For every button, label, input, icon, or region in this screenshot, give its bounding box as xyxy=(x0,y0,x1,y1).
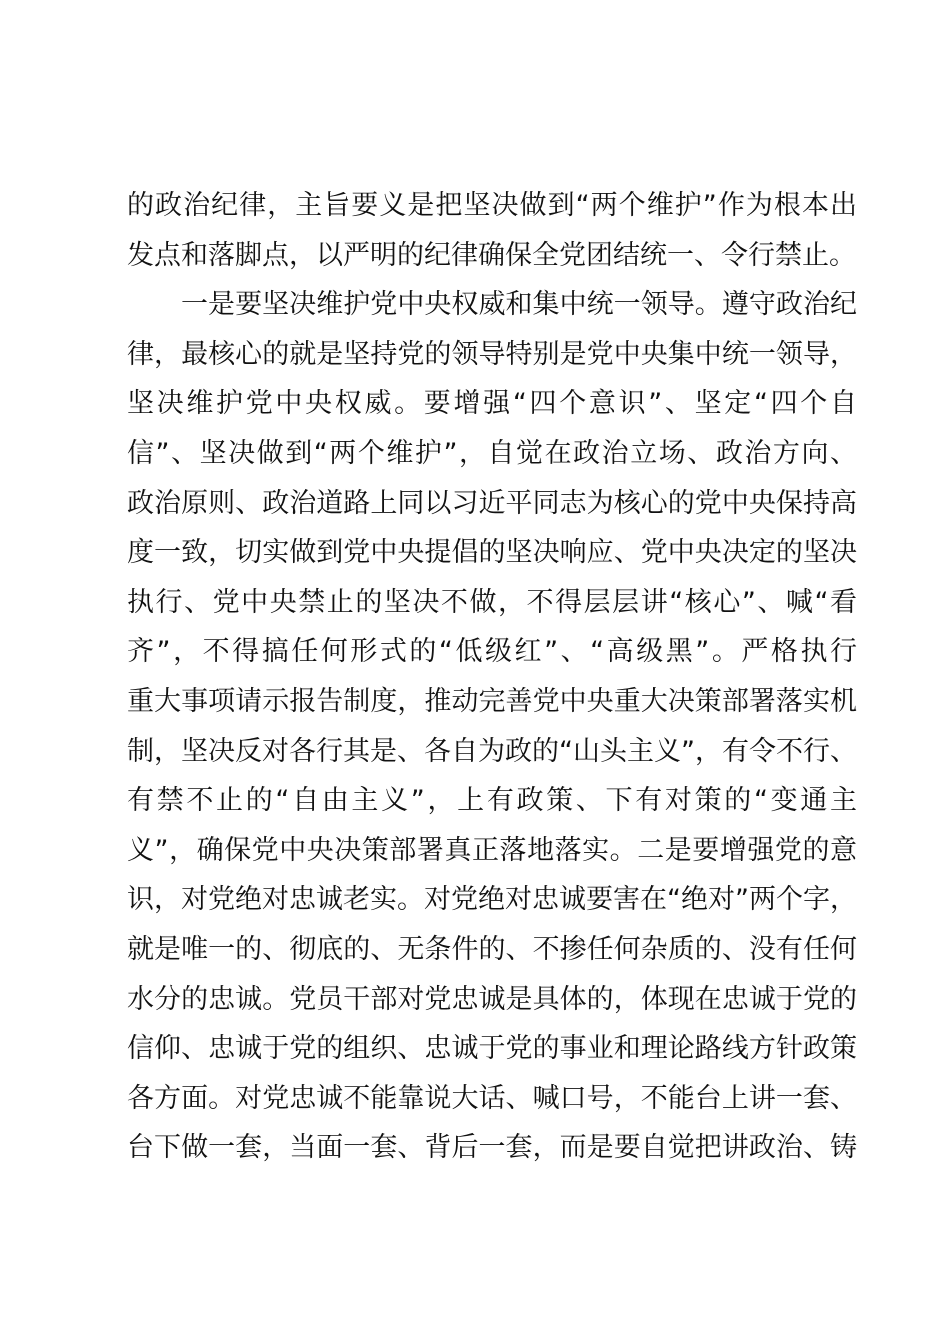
text-line: 发点和落脚点，以严明的纪律确保全党团结统一、令行禁止。 xyxy=(127,239,856,271)
text-line: 律，最核心的就是坚持党的领导特别是党中央集中统一领导， xyxy=(127,338,857,370)
text-line: 义”，确保党中央决策部署真正落地落实。二是要增强党的意 xyxy=(127,834,857,866)
text-line: 信仰、忠诚于党的组织、忠诚于党的事业和理论路线方针政策 xyxy=(127,1033,857,1065)
text-line: 执行、党中央禁止的坚决不做，不得层层讲“核心”、喊“看 xyxy=(127,586,857,618)
text-line: 各方面。对党忠诚不能靠说大话、喊口号，不能台上讲一套、 xyxy=(127,1082,857,1114)
text-line: 台下做一套，当面一套、背后一套，而是要自觉把讲政治、铸 xyxy=(127,1132,857,1164)
text-line: 度一致，切实做到党中央提倡的坚决响应、党中央决定的坚决 xyxy=(127,537,857,569)
text-line: 的政治纪律，主旨要义是把坚决做到“两个维护”作为根本出 xyxy=(127,190,857,221)
text-line: 就是唯一的、彻底的、无条件的、不掺任何杂质的、没有任何 xyxy=(127,933,857,965)
text-line: 齐”，不得搞任何形式的“低级红”、“高级黑”。严格执行 xyxy=(127,636,857,668)
body-text xyxy=(127,181,857,1173)
text-line: 政治原则、政治道路上同以习近平同志为核心的党中央保持高 xyxy=(127,487,857,519)
text-line: 有禁不止的“自由主义”，上有政策、下有对策的“变通主 xyxy=(127,785,857,817)
text-line: 重大事项请示报告制度，推动完善党中央重大决策部署落实机 xyxy=(127,685,857,717)
text-line: 制，坚决反对各行其是、各自为政的“山头主义”，有令不行、 xyxy=(127,735,857,767)
text-line: 水分的忠诚。党员干部对党忠诚是具体的，体现在忠诚于党的 xyxy=(127,983,857,1015)
text-line: 坚决维护党中央权威。要增强“四个意识”、坚定“四个自 xyxy=(127,388,857,420)
text-line: 信”、坚决做到“两个维护”，自觉在政治立场、政治方向、 xyxy=(127,437,857,469)
text-line: 一是要坚决维护党中央权威和集中统一领导。遵守政治纪 xyxy=(181,289,857,321)
text-line: 识，对党绝对忠诚老实。对党绝对忠诚要害在“绝对”两个字， xyxy=(127,884,857,916)
